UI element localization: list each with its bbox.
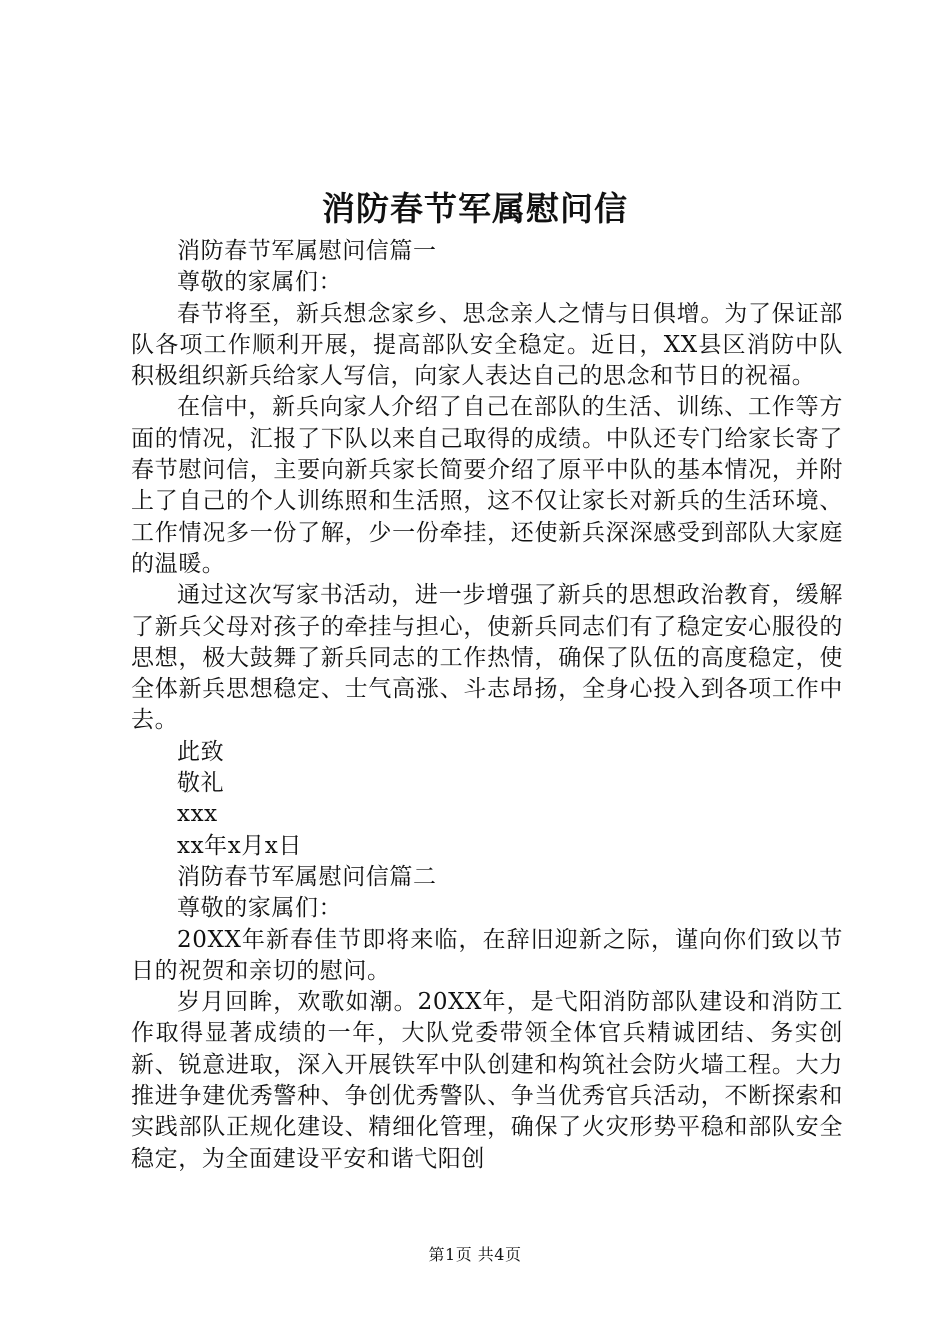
closing-line: 此致 [177, 738, 225, 765]
date-line: xx年x月x日 [177, 832, 303, 859]
paragraph: 岁月回眸，欢歌如潮。20XX年，是弋阳消防部队建设和消防工作取得显著成绩的一年，大队党委带领全体官兵精诚团结、务实创新、锐意进取，深入开展铁军中队创建和构筑社会防火墙工程。大力推进争建优秀警种、争创优秀警队、争当优秀官兵活动，不断探索和实践部队正规化建设、精细化管理，确保了火灾形势平稳和部队安全稳定，为全面建设平安和谐弋阳创 [131, 989, 843, 1172]
salutation-1: 尊敬的家属们： [177, 269, 343, 296]
signature: xxx [177, 801, 218, 828]
paragraph: 在信中，新兵向家人介绍了自己在部队的生活、训练、工作等方面的情况，汇报了下队以来自己取得的成绩。中队还专门给家长寄了春节慰问信，主要向新兵家长简要介绍了原平中队的基本情况，并附上了自己的个人训练照和生活照，这不仅让家长对新兵的生活环境、工作情况多一份了解，少一份牵挂，还使新兵深深感受到部队大家庭的温暖。 [131, 394, 843, 577]
salutation-2: 尊敬的家属们： [177, 895, 343, 922]
page-footer: 第1页 共4页 [428, 1245, 522, 1264]
paragraph: 通过这次写家书活动，进一步增强了新兵的思想政治教育，缓解了新兵父母对孩子的牵挂与担心，使新兵同志们有了稳定安心服役的思想，极大鼓舞了新兵同志的工作热情，确保了队伍的高度稳定，使全体新兵思想稳定、士气高涨、斗志昂扬，全身心投入到各项工作中去。 [131, 582, 843, 734]
paragraph: 20XX年新春佳节即将来临，在辞旧迎新之际，谨向你们致以节日的祝贺和亲切的慰问。 [131, 926, 843, 984]
section-heading-1: 消防春节军属慰问信篇一 [177, 238, 437, 264]
closing-line: 敬礼 [177, 770, 225, 797]
document-title: 消防春节军属慰问信 [322, 189, 628, 228]
section-heading-2: 消防春节军属慰问信篇二 [177, 863, 437, 890]
paragraph: 春节将至，新兵想念家乡、思念亲人之情与日俱增。为了保证部队各项工作顺利开展，提高部队安全稳定。近日，XX县区消防中队积极组织新兵给家人写信，向家人表达自己的思念和节日的祝福。 [131, 300, 843, 390]
document-body [131, 236, 843, 1175]
